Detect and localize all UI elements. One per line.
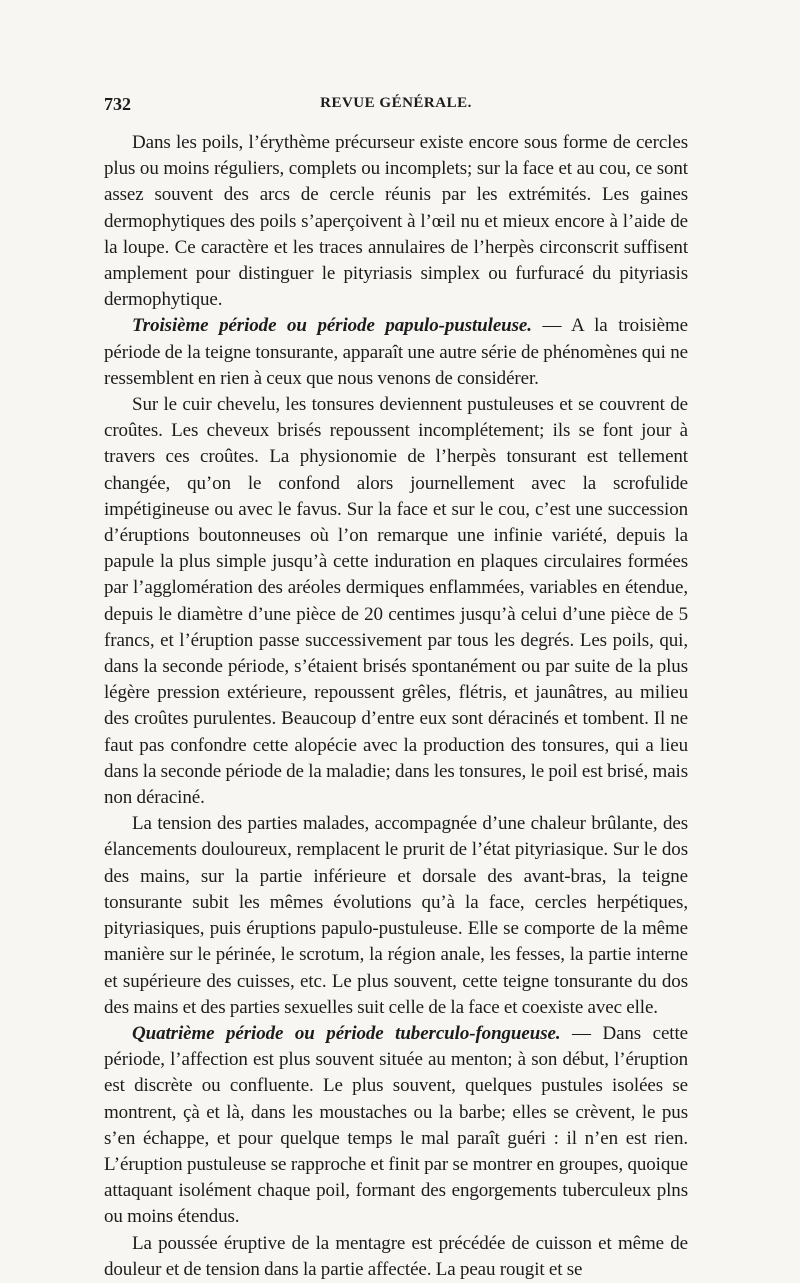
paragraph-text: — A la troisième période de la teigne tonsurante, apparaît une autre série de phénomènes qui ne ressemblent en rien à ceux que nous venons de considérer.: [104, 315, 688, 389]
paragraph: [104, 1231, 688, 1283]
document-page: [104, 94, 688, 1280]
paragraph-text: — Dans cette période, l’affection est plus souvent située au menton; à son début, l’éruption est discrète ou confluente. Le plus souvent, quelques pustules isolées se montrent, çà et là, dans les moustaches ou la barbe; elles se crèvent, le pus s’en échappe, et pour quelque temps le mal paraît guéri : il n’en est rien. L’éruption pustuleuse se rapproche et finit par se montrer en groupes, quoique attaquant isolément chaque poil, formant des engorgements tuberculeux plns ou moins étendus.: [104, 1022, 688, 1228]
paragraph: [104, 130, 688, 313]
page-header: [104, 94, 688, 122]
paragraph-text: Dans les poils, l’érythème précurseur existe encore sous forme de cercles plus ou moins réguliers, complets ou incomplets; sur la face et au cou, ce sont assez souvent des arcs de cercle réunis par les extrémités. Les gaines dermophytiques des poils s’aperçoivent à l’œil nu et mieux encore à l’aide de la loupe. Ce caractère et les traces annulaires de l’herpès circonscrit suffisent amplement pour distinguer le pityriasis simplex ou furfuracé du pityriasis dermophytique.: [104, 132, 688, 311]
paragraph-text: La poussée éruptive de la mentagre est précédée de cuisson et même de douleur et de tension dans la partie affectée. La peau rougit et se: [104, 1232, 688, 1280]
paragraph: [104, 1021, 688, 1231]
paragraph-text: Sur le cuir chevelu, les tonsures deviennent pustuleuses et se couvrent de croûtes. Les cheveux brisés repoussent incomplétement; ils se font jour à travers ces croûtes. La physionomie de l’herpès tonsurant est tellement changée, qu’on le confond alors journellement avec la scrofulide impétigineuse ou avec le favus. Sur la face et sur le cou, c’est une succession d’éruptions boutonneuses où l’on remarque une infinie variété, depuis la papule la plus simple jusqu’à cette induration en plaques circulaires formées par l’agglomération des aréoles dermiques enflammées, variables en étendue, depuis le diamètre d’une pièce de 20 centimes jusqu’à celui d’une pièce de 5 francs, et l’éruption passe successivement par tous les degrés. Les poils, qui, dans la seconde période, s’étaient brisés spontanément ou par suite de la plus légère pression extérieure, repoussent grêles, flétris, et jaunâtres, au milieu des croûtes purulentes. Beaucoup d’entre eux sont déracinés et tombent. Il ne faut pas confondre cette alopécie avec la production des tonsures, qui a lieu dans la seconde période de la maladie; dans les tonsures, le poil est brisé, mais non déraciné.: [104, 394, 688, 809]
paragraph-text: La tension des parties malades, accompagnée d’une chaleur brûlante, des élancements douloureux, remplacent le prurit de l’état pityriasique. Sur le dos des mains, sur la partie inférieure et dorsale des avant-bras, la teigne tonsurante subit les mêmes évolutions qu’à la face, cercles herpétiques, pityriasiques, puis éruptions papulo-pustuleuse. Elle se comporte de la même manière sur le périnée, le scrotum, la région anale, les fesses, la partie interne et supérieure des cuisses, etc. Le plus souvent, cette teigne tonsurante du dos des mains et des parties sexuelles suit celle de la face et coexiste avec elle.: [104, 813, 688, 1018]
paragraph: [104, 811, 688, 1021]
section-heading: Troisième période ou période papulo-pustuleuse.: [132, 315, 532, 337]
page-number: 732: [104, 94, 131, 114]
section-heading: Quatrième période ou période tuberculo-fongueuse.: [132, 1022, 561, 1044]
running-title: REVUE GÉNÉRALE.: [320, 95, 472, 111]
paragraph: [104, 313, 688, 392]
paragraph: [104, 392, 688, 811]
